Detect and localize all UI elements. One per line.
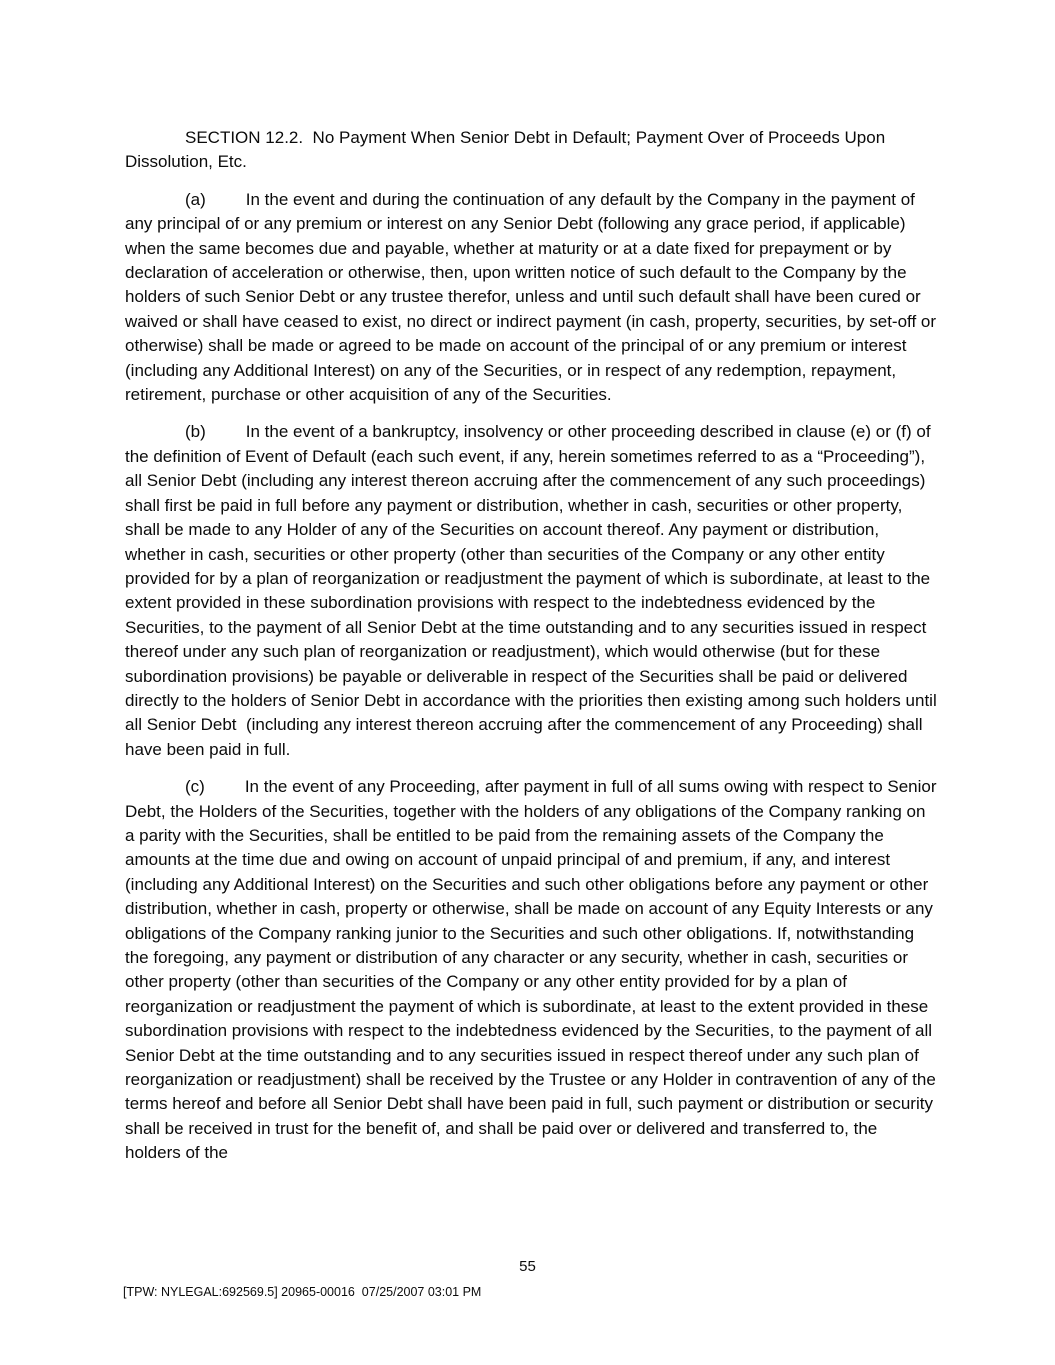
paragraph-c-label: (c) <box>185 777 205 797</box>
section-heading-text: SECTION 12.2. No Payment When Senior Debt in Default; Payment Over of Proceeds Upon Dissolution, Etc. <box>125 128 890 172</box>
section-heading <box>125 126 937 175</box>
page-number: 55 <box>519 1258 536 1275</box>
paragraph-b <box>125 420 942 762</box>
footer-docket-stamp: [TPW: NYLEGAL:692569.5] 20965-00016 07/25/2007 03:01 PM <box>123 1285 482 1299</box>
document-body <box>125 126 942 1166</box>
paragraph-a-label: (a) <box>185 189 206 209</box>
paragraph-b-label: (b) <box>185 422 206 442</box>
paragraph-b-text: In the event of a bankruptcy, insolvency or other proceeding described in clause (e) or (f) of the definition of Event of Default (each such event, if any, herein sometimes referred to as a “Proceeding”), all Senior Debt (including any interest thereon accruing after the commencement of any such proceedings) shall first be paid in full before any payment or distribution, whether in cash, securities or other property, shall be made to any Holder of any of the Securities on account thereof. Any payment or distribution, whether in cash, securities or other property (other than securities of the Company or any other entity provided for by a plan of reorganization or readjustment the payment of which is subordinate, at least to the extent provided in these subordination provisions with respect to the indebtedness evidenced by the Securities, to the payment of all Senior Debt at the time outstanding and to any securities issued in respect thereof under any such plan of reorganization or readjustment), which would otherwise (but for these subordination provisions) be payable or deliverable in respect of the Securities shall be paid or delivered directly to the holders of Senior Debt in accordance with the priorities then existing among such holders until all Senior Debt (including any interest thereon accruing after the commencement of any Proceeding) shall have been paid in full. <box>125 422 942 759</box>
paragraph-a-text: In the event and during the continuation of any default by the Company in the payment of any principal of or any premium or interest on any Senior Debt (following any grace period, if applicable) when the same becomes due and payable, whether at maturity or at a date fixed for prepayment or by declaration of acceleration or otherwise, then, upon written notice of such default to the Company by the holders of such Senior Debt or any trustee therefor, unless and until such default shall have been cured or waived or shall have ceased to exist, no direct or indirect payment (in cash, property, securities, by set-off or otherwise) shall be made or agreed to be made on account of the principal of or any premium or interest (including any Additional Interest) on any of the Securities, or in respect of any redemption, repayment, retirement, purchase or other acquisition of any of the Securities. <box>125 189 941 405</box>
paragraph-c-text: In the event of any Proceeding, after payment in full of all sums owing with respect to Senior Debt, the Holders of the Securities, together with the holders of any obligations of the Company ranking on a parity with the Securities, shall be entitled to be paid from the remaining assets of the Company the amounts at the time due and owing on account of unpaid principal of and premium, if any, and interest (including any Additional Interest) on the Securities and such other obligations before any payment or other distribution, whether in cash, property or otherwise, shall be made on account of any Equity Interests or any obligations of the Company ranking junior to the Securities and such other obligations. If, notwithstanding the foregoing, any payment or distribution of any character or any security, whether in cash, securities or other property (other than securities of the Company or any other entity provided for by a plan of reorganization or readjustment the payment of which is subordinate, at least to the extent provided in these subordination provisions with respect to the indebtedness evidenced by the Securities, to the payment of all Senior Debt at the time outstanding and to any securities issued in respect thereof under any such plan of reorganization or readjustment) shall be received by the Trustee or any Holder in contravention of any of the terms hereof and before all Senior Debt shall have been paid in full, such payment or distribution or security shall be received in trust for the benefit of, and shall be paid over or delivered and transferred to, the holders of the <box>125 777 942 1163</box>
paragraph-a <box>125 188 941 408</box>
paragraph-c <box>125 775 942 1166</box>
